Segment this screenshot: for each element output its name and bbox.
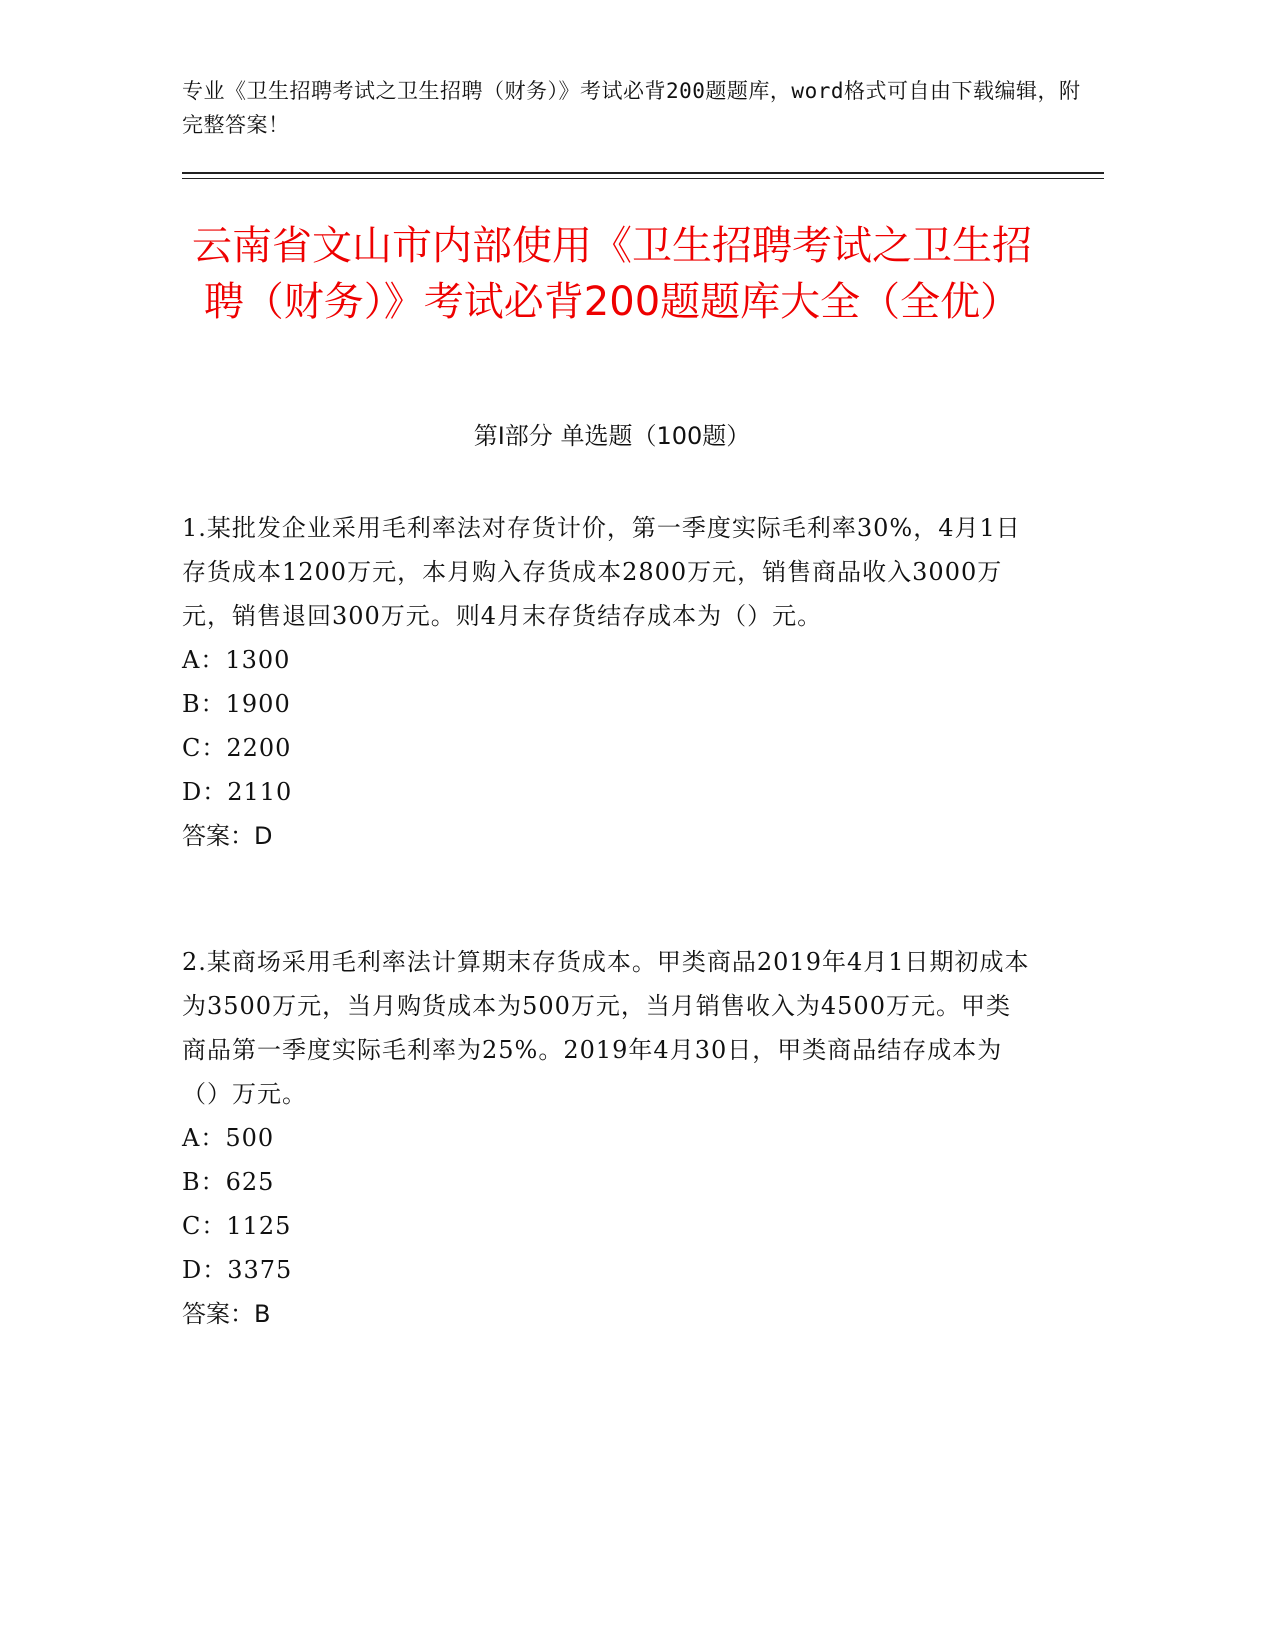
option-label: C： [182, 1212, 227, 1240]
header-divider-thin [182, 178, 1104, 179]
option-label: D： [182, 778, 228, 806]
option-value: 500 [225, 1124, 275, 1152]
section-title: 第Ⅰ部分 单选题（100题） [473, 422, 751, 450]
option-value: 1300 [225, 646, 291, 674]
option-a [182, 638, 1032, 682]
option-label: A： [182, 1124, 226, 1152]
option-value: 2200 [226, 734, 292, 762]
header-note: 专业《卫生招聘考试之卫生招聘（财务）》考试必背200题题库，word格式可自由下载编辑，附完整答案！ [182, 79, 1081, 137]
option-c [182, 726, 1032, 770]
option-value: 3375 [227, 1256, 293, 1284]
question-stem: 2.某商场采用毛利率法计算期末存货成本。甲类商品2019年4月1日期初成本为3500万元，当月购货成本为500万元，当月销售收入为4500万元。甲类商品第一季度实际毛利率为25%。2019年4月30日，甲类商品结存成本为（）万元。 [182, 948, 1030, 1108]
question-stem: 1.某批发企业采用毛利率法对存货计价，第一季度实际毛利率30%，4月1日存货成本1200万元，本月购入存货成本2800万元，销售商品收入3000万元，销售退回300万元。则4月末存货结存成本为（）元。 [182, 514, 1021, 630]
document-title: 云南省文山市内部使用《卫生招聘考试之卫生招聘（财务）》考试必背200题题库大全（全优） [192, 223, 1032, 325]
answer: 答案：D [182, 822, 273, 850]
option-b [182, 1160, 1032, 1204]
option-label: C： [182, 734, 227, 762]
option-label: D： [182, 1256, 228, 1284]
option-d [182, 770, 1032, 814]
option-value: 1125 [226, 1212, 292, 1240]
option-label: A： [182, 646, 226, 674]
option-label: B： [182, 690, 226, 718]
option-b [182, 682, 1032, 726]
header-divider-thick [182, 172, 1104, 174]
option-value: 1900 [225, 690, 291, 718]
option-value: 625 [225, 1168, 275, 1196]
option-a [182, 1116, 1032, 1160]
option-c [182, 1204, 1032, 1248]
option-label: B： [182, 1168, 226, 1196]
question-2 [182, 940, 1032, 1336]
option-value: 2110 [227, 778, 293, 806]
answer: 答案：B [182, 1300, 271, 1328]
option-d [182, 1248, 1032, 1292]
question-1 [182, 506, 1032, 858]
